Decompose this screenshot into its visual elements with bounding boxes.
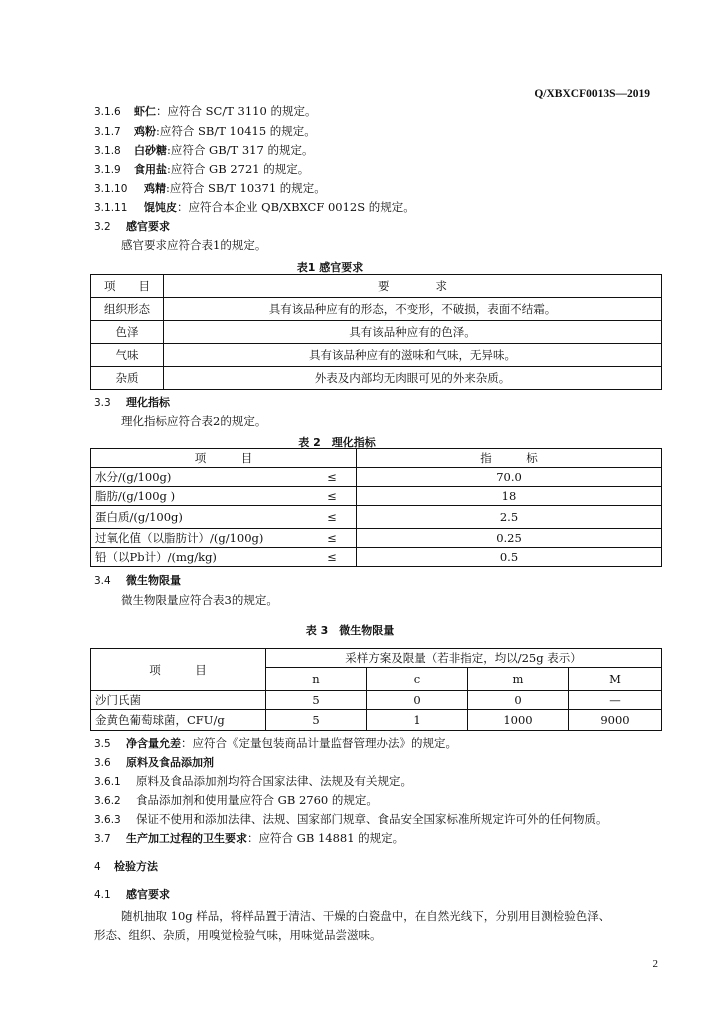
section-title: 感官要求	[126, 220, 170, 233]
table-cell: 沙门氏菌	[91, 691, 266, 710]
clause-3-6-3	[94, 812, 608, 827]
section-4-1-heading	[94, 887, 170, 902]
table-row	[91, 506, 662, 529]
table1-sensory	[90, 274, 662, 390]
table1-caption: 表1 感官要求	[296, 261, 364, 274]
section-4-heading	[94, 859, 158, 874]
table-cell: 具有该品种应有的滋味和气味，无异味。	[164, 344, 662, 367]
clause-3-1-11	[94, 200, 415, 215]
table-cell: 5	[266, 691, 367, 710]
clause-3-1-6	[94, 104, 316, 119]
section-text: ：应符合 GB 14881 的规定。	[247, 831, 405, 845]
table-row	[91, 344, 662, 367]
table-cell: ≤	[308, 506, 357, 529]
section-title: 净含量允差	[126, 737, 181, 750]
table-cell: 水分/(g/100g)	[91, 468, 309, 487]
paragraph-line: 形态、组织、杂质，用嗅觉检验气味，用味觉品尝滋味。	[94, 928, 382, 942]
table2-physicochemical	[90, 448, 662, 567]
section-number: 3.6	[94, 757, 111, 769]
clause-term: 虾仁	[134, 105, 156, 118]
table-cell: 1000	[468, 710, 569, 731]
table-cell: 铅（以Pb计）/(mg/kg)	[91, 548, 309, 567]
clause-term: 食用盐	[134, 163, 167, 176]
section-3-7	[94, 831, 404, 846]
table2-caption: 表 2 理化指标	[298, 436, 376, 449]
section-title: 生产加工过程的卫生要求	[126, 832, 247, 845]
clause-text: :应符合 SB/T 10371 的规定。	[166, 181, 326, 195]
clause-number: 3.6.3	[94, 814, 121, 826]
section-3-4-intro: 微生物限量应符合表3的规定。	[121, 593, 278, 607]
table-cell: 蛋白质/(g/100g)	[91, 506, 309, 529]
clause-number: 3.6.2	[94, 795, 121, 807]
section-3-6-heading	[94, 755, 214, 770]
section-3-3-heading	[94, 395, 170, 410]
table-cell: 5	[266, 710, 367, 731]
section-number: 4	[94, 861, 101, 873]
clause-3-1-8	[94, 143, 313, 158]
table-row	[91, 487, 662, 506]
section-3-5	[94, 736, 457, 751]
page-number: 2	[652, 958, 658, 970]
paragraph-line: 随机抽取 10g 样品，将样品置于清洁、干燥的白瓷盘中，在自然光线下，分别用目测检验色泽、	[121, 909, 611, 923]
clause-number: 3.1.11	[94, 202, 128, 214]
clause-term: 白砂糖	[134, 144, 167, 157]
section-title: 微生物限量	[126, 574, 181, 587]
clause-text: ：应符合本企业 QB/XBXCF 0012S 的规定。	[177, 200, 415, 214]
table-cell: 气味	[91, 344, 164, 367]
section-3-3-intro: 理化指标应符合表2的规定。	[121, 414, 267, 428]
table-cell: 脂肪/(g/100g )	[91, 487, 309, 506]
table-cell: 具有该品种应有的色泽。	[164, 321, 662, 344]
table-cell: 9000	[569, 710, 662, 731]
table-header-cell: 项 目	[91, 649, 266, 691]
clause-3-6-2	[94, 793, 378, 808]
table-row	[91, 468, 662, 487]
section-number: 3.2	[94, 221, 111, 233]
table-cell: 2.5	[357, 506, 662, 529]
table-cell: 组织形态	[91, 298, 164, 321]
table-cell: —	[569, 691, 662, 710]
table-cell: ≤	[308, 487, 357, 506]
table-cell: 18	[357, 487, 662, 506]
section-title: 理化指标	[126, 396, 170, 409]
table-cell: 1	[367, 710, 468, 731]
table-cell: 外表及内部均无肉眼可见的外来杂质。	[164, 367, 662, 390]
table-row	[91, 298, 662, 321]
table-header-cell: 要 求	[164, 275, 662, 298]
clause-number: 3.1.6	[94, 106, 121, 118]
section-title: 感官要求	[126, 888, 170, 901]
clause-3-1-7	[94, 124, 316, 139]
clause-3-6-1	[94, 774, 412, 789]
table-header-cell: 项 目	[91, 449, 357, 468]
table-row	[91, 691, 662, 710]
section-number: 3.3	[94, 397, 111, 409]
section-3-4-heading	[94, 573, 181, 588]
table-header-row	[91, 649, 662, 668]
document-id: Q/XBXCF0013S—2019	[534, 88, 650, 100]
table-row	[91, 529, 662, 548]
table-header-cell: M	[569, 668, 662, 691]
table-row	[91, 367, 662, 390]
table-cell: 0.25	[357, 529, 662, 548]
clause-text: :应符合 SB/T 10415 的规定。	[156, 124, 316, 138]
table-cell: 0	[468, 691, 569, 710]
table-cell: ≤	[308, 529, 357, 548]
table-cell: ≤	[308, 468, 357, 487]
table-cell: 0	[367, 691, 468, 710]
table-cell: 具有该品种应有的形态，不变形，不破损，表面不结霜。	[164, 298, 662, 321]
clause-text: :应符合 GB 2721 的规定。	[167, 162, 310, 176]
table-header-cell: m	[468, 668, 569, 691]
section-number: 4.1	[94, 889, 111, 901]
clause-3-1-10	[94, 181, 326, 196]
table-header-row	[91, 275, 662, 298]
section-title: 原料及食品添加剂	[126, 756, 214, 769]
section-number: 3.5	[94, 738, 111, 750]
clause-text: ：应符合 SC/T 3110 的规定。	[156, 104, 317, 118]
table-row	[91, 548, 662, 567]
section-text: ：应符合《定量包装商品计量监督管理办法》的规定。	[181, 736, 457, 750]
table-cell: 70.0	[357, 468, 662, 487]
section-3-2-heading	[94, 219, 170, 234]
clause-term: 鸡精	[144, 182, 166, 195]
clause-number: 3.1.10	[94, 183, 128, 195]
table-cell: 过氧化值（以脂肪计）/(g/100g)	[91, 529, 309, 548]
table-row	[91, 710, 662, 731]
clause-term: 馄饨皮	[144, 201, 177, 214]
table3-caption: 表 3 微生物限量	[305, 624, 395, 637]
table3-microbial	[90, 648, 662, 731]
section-number: 3.7	[94, 833, 111, 845]
table-header-row	[91, 449, 662, 468]
table-header-cell: c	[367, 668, 468, 691]
section-number: 3.4	[94, 575, 111, 587]
clause-3-1-9	[94, 162, 309, 177]
clause-text: 原料及食品添加剂均符合国家法律、法规及有关规定。	[136, 774, 412, 788]
table-cell: ≤	[308, 548, 357, 567]
table-cell: 金黄色葡萄球菌，CFU/g	[91, 710, 266, 731]
clause-number: 3.1.8	[94, 145, 121, 157]
clause-number: 3.6.1	[94, 776, 121, 788]
clause-text: 保证不使用和添加法律、法规、国家部门规章、食品安全国家标准所规定许可外的任何物质。	[136, 812, 608, 826]
table-row	[91, 321, 662, 344]
clause-number: 3.1.7	[94, 126, 121, 138]
table-header-cell: 采样方案及限量（若非指定，均以/25g 表示）	[266, 649, 662, 668]
section-title: 检验方法	[114, 860, 158, 873]
section-3-2-intro: 感官要求应符合表1的规定。	[121, 238, 267, 252]
table-cell: 色泽	[91, 321, 164, 344]
table-cell: 杂质	[91, 367, 164, 390]
table-header-cell: n	[266, 668, 367, 691]
clause-text: 食品添加剂和使用量应符合 GB 2760 的规定。	[136, 793, 378, 807]
table-header-cell: 指 标	[357, 449, 662, 468]
table-cell: 0.5	[357, 548, 662, 567]
clause-number: 3.1.9	[94, 164, 121, 176]
table-header-cell: 项 目	[91, 275, 164, 298]
clause-term: 鸡粉	[134, 125, 156, 138]
clause-text: :应符合 GB/T 317 的规定。	[167, 143, 314, 157]
